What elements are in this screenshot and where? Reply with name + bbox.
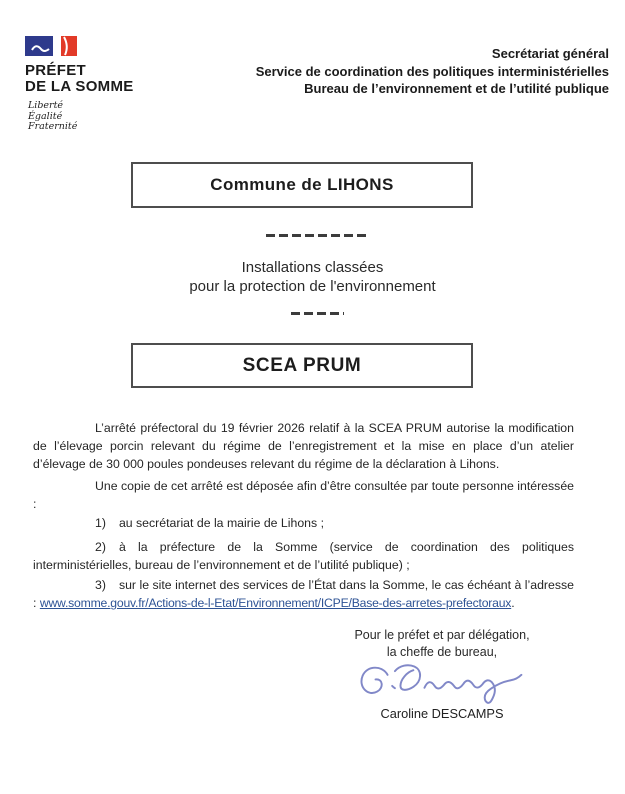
signature-delegation-line: Pour le préfet et par délégation, bbox=[354, 628, 530, 642]
service-line-bureau: Bureau de l’environnement et de l’utilité publique bbox=[304, 81, 609, 96]
signature-block bbox=[322, 627, 562, 723]
motto-liberte: Liberté bbox=[28, 100, 64, 111]
service-line-coordination: Service de coordination des politiques interministérielles bbox=[255, 63, 609, 79]
signature-role-line: la cheffe de bureau, bbox=[386, 644, 498, 659]
dashed-separator-2 bbox=[291, 312, 344, 315]
subtitle-line1: Installations classées bbox=[241, 259, 384, 276]
entity-title-box bbox=[131, 343, 473, 388]
paragraph-arrete: L’arrêté préfectoral du 19 février 2026 relatif à la SCEA PRUM autorise la modification de l’élevage porcin relevant du régime de l’enregistrement et la mise en place d’un atelier d’élevage de 30 000 poules pondeuses relevant du régime de la déclaration à Lihons. bbox=[33, 421, 574, 472]
list-item-prefecture bbox=[33, 538, 574, 574]
motto-egalite: Égalité bbox=[28, 110, 63, 122]
prefecture-logo bbox=[25, 36, 134, 133]
item-number: 2) bbox=[95, 540, 106, 555]
item-text: sur le site internet des services de l’État dans la Somme, le cas échéant à l’adresse : bbox=[33, 578, 574, 611]
signatory-name: Caroline DESCAMPS bbox=[380, 706, 504, 721]
document-subtitle bbox=[0, 259, 625, 296]
item-number: 3) bbox=[95, 578, 106, 593]
dashed-separator-1 bbox=[266, 234, 367, 237]
list-item-mairie bbox=[33, 514, 574, 532]
prefecture-name bbox=[25, 63, 134, 94]
marianne-flag-icon bbox=[25, 36, 83, 58]
entity-title: SCEA PRUM bbox=[242, 354, 362, 376]
commune-title: Commune de LIHONS bbox=[210, 175, 394, 194]
handwritten-signature-image bbox=[347, 661, 537, 709]
item-text: à la préfecture de la Somme (service de coordination des politiques interministérielles, bureau de l’environnement et de l’utilité publique) ; bbox=[33, 540, 574, 573]
arretes-prefectoraux-url-link[interactable]: www.somme.gouv.fr/Actions-de-l-Etat/Environnement/ICPE/Base-des-arretes-prefectoraux bbox=[39, 596, 512, 611]
issuing-service-block bbox=[256, 45, 609, 98]
item-text: au secrétariat de la mairie de Lihons ; bbox=[118, 516, 324, 531]
paragraph-copie: Une copie de cet arrêté est déposée afin d’être consultée par toute personne intéressée : bbox=[33, 479, 574, 512]
motto-fraternite: Fraternité bbox=[28, 121, 78, 132]
subtitle-line2: pour la protection de l'environnement bbox=[189, 277, 436, 295]
republic-motto bbox=[28, 101, 134, 132]
prefecture-name-line2: DE LA SOMME bbox=[25, 77, 134, 95]
commune-title-box bbox=[131, 162, 473, 208]
list-item-site-internet bbox=[33, 576, 574, 612]
prefecture-name-line1: PRÉFET bbox=[25, 62, 86, 79]
item-number: 1) bbox=[95, 516, 106, 531]
item-text-after-link: . bbox=[511, 596, 515, 611]
service-line-secretariat: Secrétariat général bbox=[491, 46, 609, 61]
